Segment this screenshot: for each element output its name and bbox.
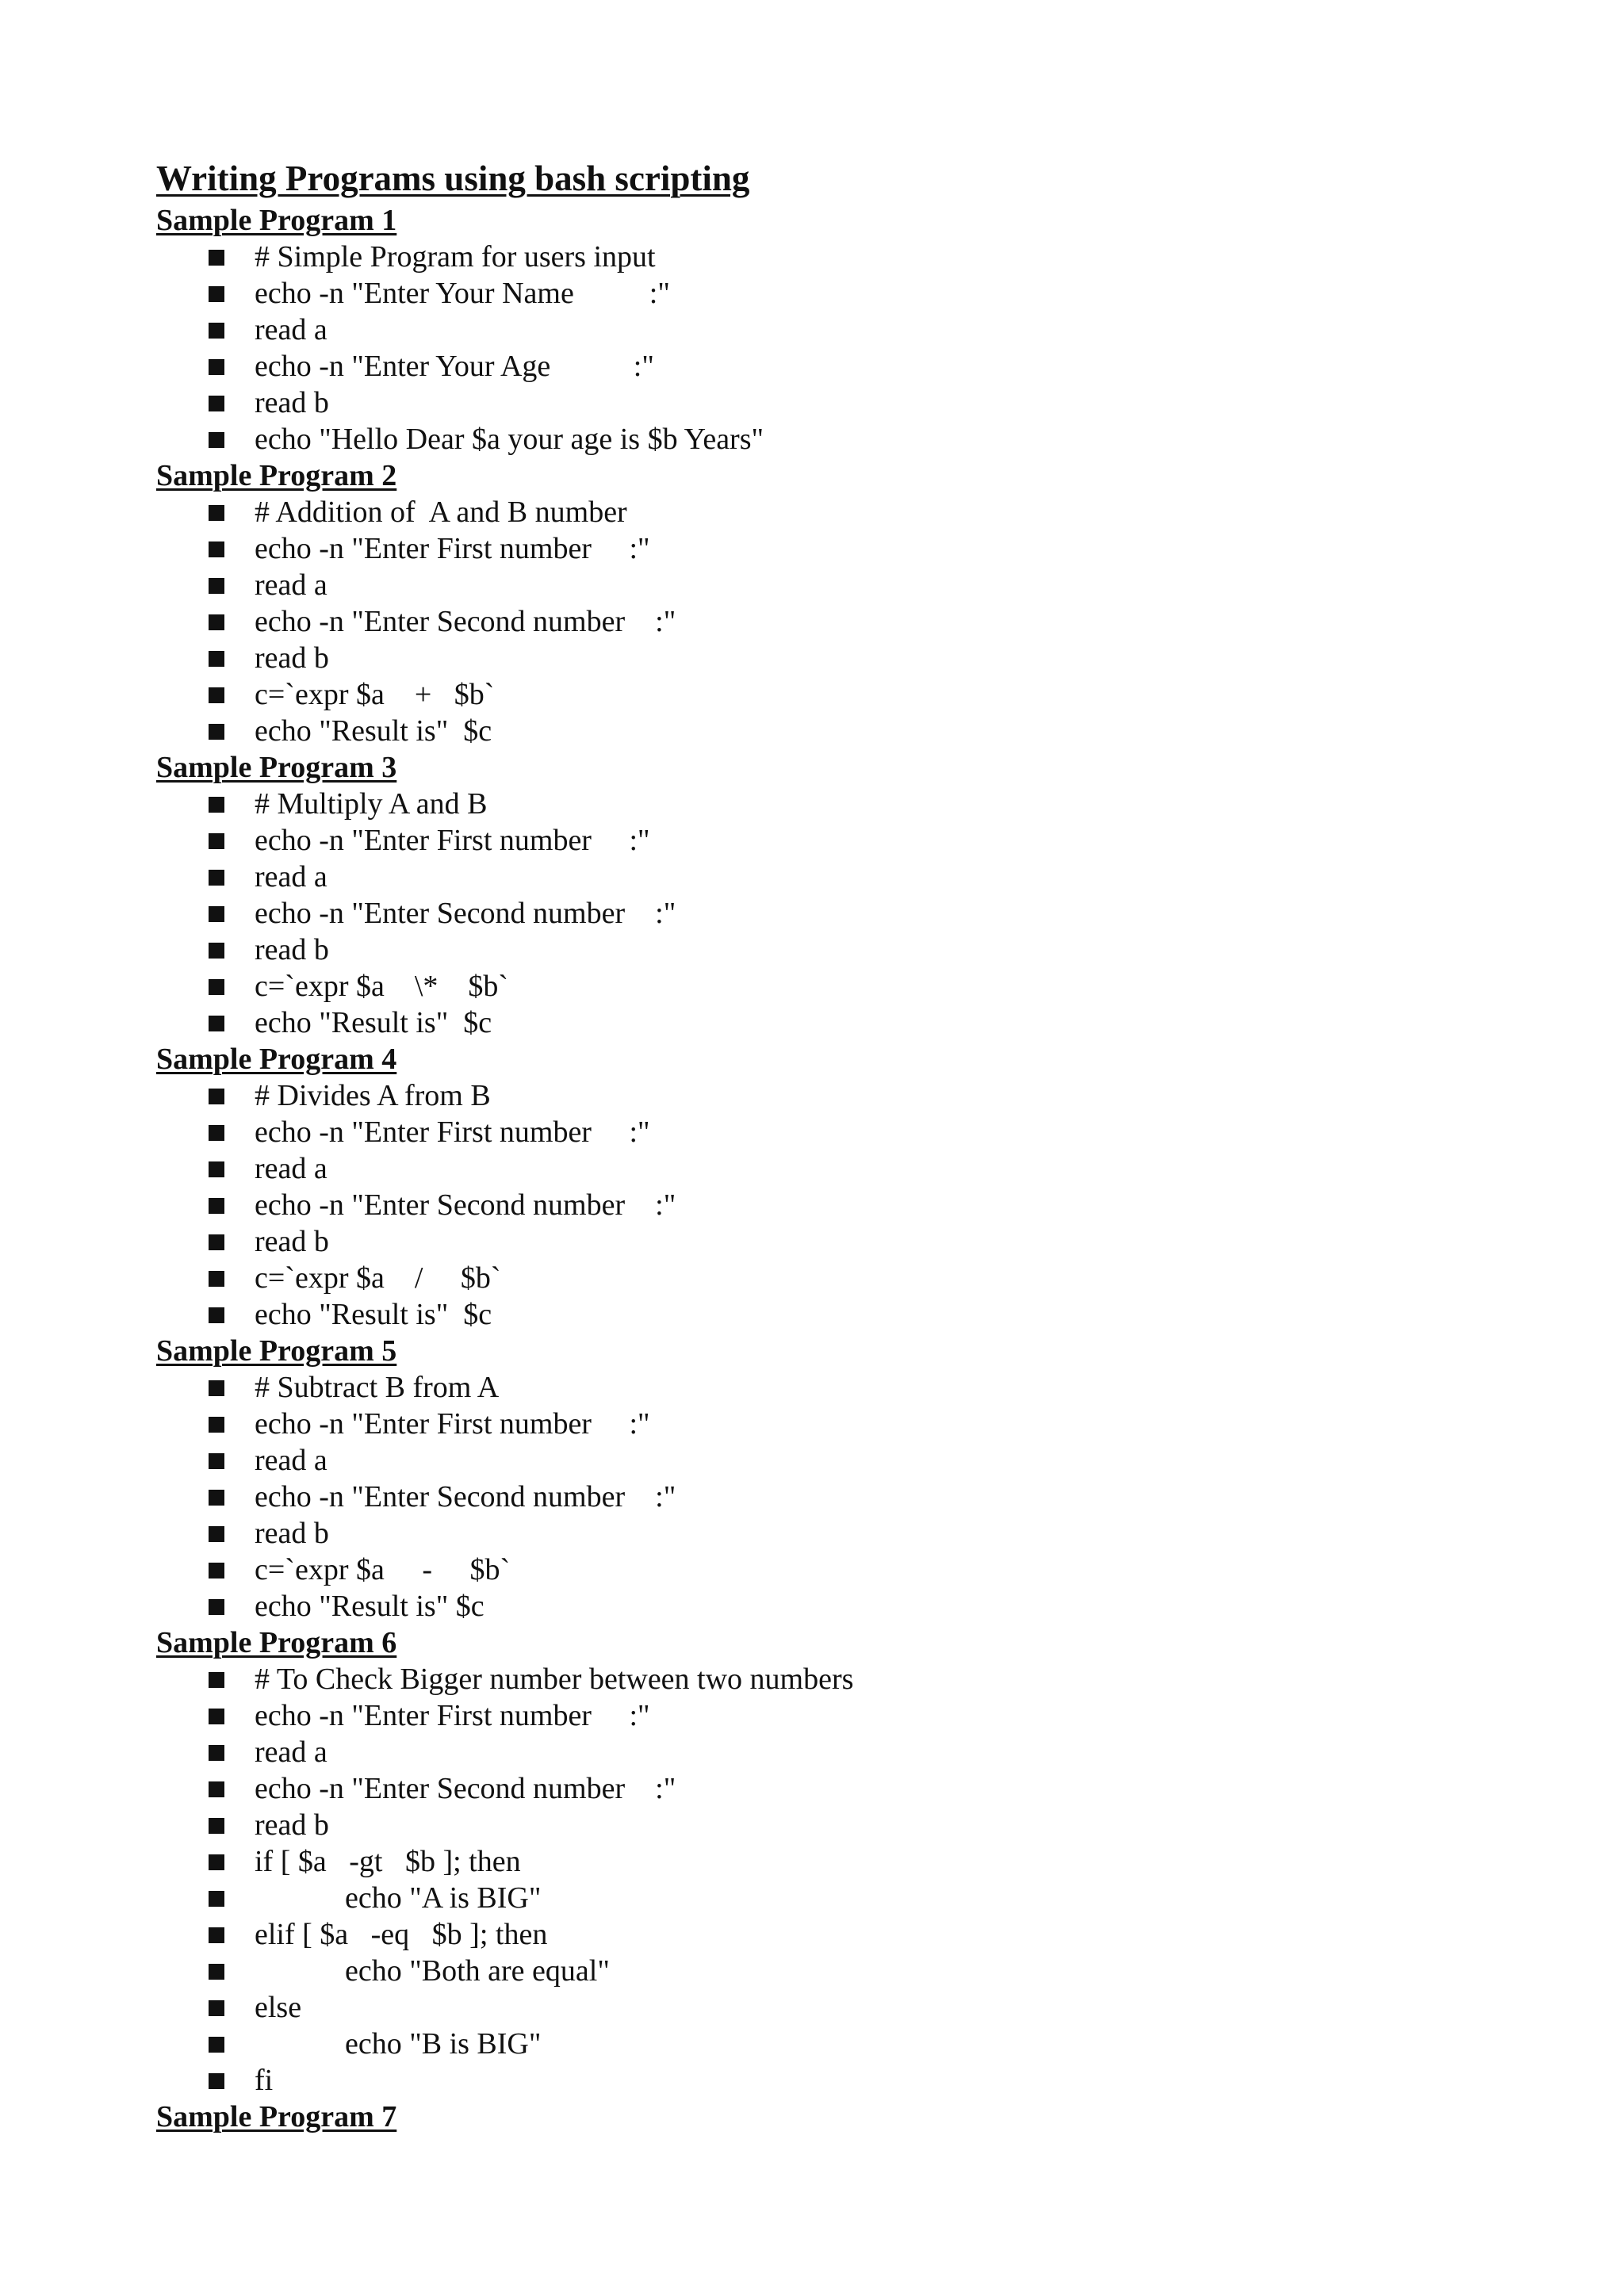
code-line-text: echo "Result is" $c xyxy=(255,714,492,748)
code-line-text: c=`expr $a / $b` xyxy=(255,1261,501,1295)
list-item xyxy=(156,494,1504,530)
list-item xyxy=(156,385,1504,421)
code-line-text: read a xyxy=(255,568,327,602)
list-item xyxy=(156,1260,1504,1296)
square-bullet-icon xyxy=(209,1818,224,1834)
square-bullet-icon xyxy=(209,250,224,266)
code-line-text: # Multiply A and B xyxy=(255,787,488,821)
list-item xyxy=(156,275,1504,312)
square-bullet-icon xyxy=(209,1380,224,1396)
section-heading: Sample Program 3 xyxy=(156,751,397,784)
list-item xyxy=(156,2062,1504,2099)
square-bullet-icon xyxy=(209,1854,224,1870)
code-line-text: read b xyxy=(255,1517,329,1550)
section-heading: Sample Program 2 xyxy=(156,459,397,492)
square-bullet-icon xyxy=(209,724,224,740)
square-bullet-icon xyxy=(209,1198,224,1214)
code-line-text: echo "Both are equal" xyxy=(255,1954,610,1988)
code-line-text: read b xyxy=(255,386,329,419)
square-bullet-icon xyxy=(209,1307,224,1323)
code-line-text: read a xyxy=(255,860,327,894)
code-line-text: c=`expr $a \* $b` xyxy=(255,970,509,1003)
square-bullet-icon xyxy=(209,1964,224,1980)
square-bullet-icon xyxy=(209,505,224,521)
list-item xyxy=(156,1187,1504,1223)
square-bullet-icon xyxy=(209,1599,224,1615)
square-bullet-icon xyxy=(209,396,224,411)
list-item xyxy=(156,1114,1504,1150)
code-line-text: echo "Result is" $c xyxy=(255,1590,485,1623)
sample-program-section xyxy=(156,1041,1504,1333)
code-line-text: read b xyxy=(255,933,329,966)
code-line-text: echo "Result is" $c xyxy=(255,1298,492,1331)
code-line-text: else xyxy=(255,1991,302,2024)
code-line-text: read a xyxy=(255,313,327,346)
code-line-text: echo -n "Enter Second number :" xyxy=(255,897,676,930)
sample-program-section xyxy=(156,202,1504,457)
code-line-text: # Divides A from B xyxy=(255,1079,491,1112)
list-item xyxy=(156,1843,1504,1880)
code-line-text: echo "Result is" $c xyxy=(255,1006,492,1039)
square-bullet-icon xyxy=(209,578,224,594)
code-line-text: echo -n "Enter Your Name :" xyxy=(255,277,670,310)
code-line-list xyxy=(156,239,1504,457)
code-line-text: fi xyxy=(255,2064,274,2097)
sections-container xyxy=(156,202,1504,2135)
section-heading: Sample Program 4 xyxy=(156,1043,397,1076)
section-heading: Sample Program 5 xyxy=(156,1334,397,1368)
list-item xyxy=(156,2026,1504,2062)
code-line-text: echo -n "Enter Second number :" xyxy=(255,605,676,638)
code-line-text: echo -n "Enter First number :" xyxy=(255,1115,650,1149)
square-bullet-icon xyxy=(209,286,224,302)
list-item xyxy=(156,1406,1504,1442)
list-item xyxy=(156,1552,1504,1588)
square-bullet-icon xyxy=(209,1745,224,1761)
square-bullet-icon xyxy=(209,979,224,995)
sample-program-section xyxy=(156,1624,1504,2099)
square-bullet-icon xyxy=(209,614,224,630)
list-item xyxy=(156,239,1504,275)
list-item xyxy=(156,1296,1504,1333)
sample-program-section xyxy=(156,457,1504,749)
square-bullet-icon xyxy=(209,323,224,339)
square-bullet-icon xyxy=(209,1234,224,1250)
square-bullet-icon xyxy=(209,943,224,959)
list-item xyxy=(156,1697,1504,1734)
square-bullet-icon xyxy=(209,906,224,922)
code-line-text: echo "Hello Dear $a your age is $b Years" xyxy=(255,423,764,456)
sample-program-section xyxy=(156,1333,1504,1624)
code-line-list xyxy=(156,1077,1504,1333)
list-item xyxy=(156,1077,1504,1114)
code-line-text: c=`expr $a - $b` xyxy=(255,1553,511,1586)
list-item xyxy=(156,1661,1504,1697)
list-item xyxy=(156,859,1504,895)
code-line-text: read a xyxy=(255,1735,327,1769)
code-line-list xyxy=(156,494,1504,749)
list-item xyxy=(156,348,1504,385)
code-line-text: # To Check Bigger number between two numbers xyxy=(255,1663,854,1696)
list-item xyxy=(156,1223,1504,1260)
square-bullet-icon xyxy=(209,541,224,557)
code-line-text: echo "A is BIG" xyxy=(255,1881,542,1915)
list-item xyxy=(156,1515,1504,1552)
square-bullet-icon xyxy=(209,1672,224,1688)
list-item xyxy=(156,786,1504,822)
list-item xyxy=(156,713,1504,749)
code-line-text: echo "B is BIG" xyxy=(255,2027,542,2061)
square-bullet-icon xyxy=(209,1453,224,1469)
code-line-text: read a xyxy=(255,1152,327,1185)
list-item xyxy=(156,312,1504,348)
code-line-text: read b xyxy=(255,1808,329,1842)
square-bullet-icon xyxy=(209,1271,224,1287)
square-bullet-icon xyxy=(209,1089,224,1104)
code-line-text: read b xyxy=(255,1225,329,1258)
square-bullet-icon xyxy=(209,651,224,667)
list-item xyxy=(156,895,1504,932)
square-bullet-icon xyxy=(209,1161,224,1177)
sample-program-section xyxy=(156,749,1504,1041)
list-item xyxy=(156,1807,1504,1843)
list-item xyxy=(156,1150,1504,1187)
code-line-text: # Simple Program for users input xyxy=(255,240,656,274)
square-bullet-icon xyxy=(209,1563,224,1578)
list-item xyxy=(156,1880,1504,1916)
square-bullet-icon xyxy=(209,432,224,448)
code-line-text: echo -n "Enter Your Age :" xyxy=(255,350,654,383)
square-bullet-icon xyxy=(209,797,224,813)
list-item xyxy=(156,1916,1504,1953)
list-item xyxy=(156,822,1504,859)
square-bullet-icon xyxy=(209,2073,224,2089)
code-line-list xyxy=(156,1661,1504,2099)
square-bullet-icon xyxy=(209,1490,224,1506)
list-item xyxy=(156,968,1504,1004)
code-line-text: c=`expr $a + $b` xyxy=(255,678,495,711)
section-heading: Sample Program 6 xyxy=(156,1626,397,1659)
document-page xyxy=(156,155,1504,2135)
list-item xyxy=(156,1588,1504,1624)
section-heading: Sample Program 1 xyxy=(156,204,397,237)
list-item xyxy=(156,932,1504,968)
square-bullet-icon xyxy=(209,1781,224,1797)
code-line-list xyxy=(156,786,1504,1041)
square-bullet-icon xyxy=(209,1125,224,1141)
code-line-text: echo -n "Enter Second number :" xyxy=(255,1772,676,1805)
square-bullet-icon xyxy=(209,1709,224,1724)
code-line-text: echo -n "Enter Second number :" xyxy=(255,1188,676,1222)
code-line-text: echo -n "Enter First number :" xyxy=(255,824,650,857)
list-item xyxy=(156,1442,1504,1479)
square-bullet-icon xyxy=(209,1417,224,1433)
sample-program-section xyxy=(156,2099,1504,2135)
code-line-list xyxy=(156,1369,1504,1624)
square-bullet-icon xyxy=(209,833,224,849)
list-item xyxy=(156,1989,1504,2026)
square-bullet-icon xyxy=(209,1927,224,1943)
list-item xyxy=(156,1479,1504,1515)
square-bullet-icon xyxy=(209,1526,224,1542)
square-bullet-icon xyxy=(209,687,224,703)
code-line-text: elif [ $a -eq $b ]; then xyxy=(255,1918,548,1951)
list-item xyxy=(156,1770,1504,1807)
code-line-text: echo -n "Enter First number :" xyxy=(255,532,650,565)
code-line-text: if [ $a -gt $b ]; then xyxy=(255,1845,521,1878)
code-line-text: echo -n "Enter Second number :" xyxy=(255,1480,676,1513)
square-bullet-icon xyxy=(209,2000,224,2016)
code-line-text: # Addition of A and B number xyxy=(255,496,627,529)
code-line-text: echo -n "Enter First number :" xyxy=(255,1699,650,1732)
list-item xyxy=(156,1734,1504,1770)
code-line-text: echo -n "Enter First number :" xyxy=(255,1407,650,1441)
list-item xyxy=(156,1369,1504,1406)
code-line-text: read a xyxy=(255,1444,327,1477)
list-item xyxy=(156,1004,1504,1041)
list-item xyxy=(156,567,1504,603)
document-title: Writing Programs using bash scripting xyxy=(156,159,750,198)
list-item xyxy=(156,1953,1504,1989)
list-item xyxy=(156,676,1504,713)
list-item xyxy=(156,603,1504,640)
code-line-text: read b xyxy=(255,641,329,675)
list-item xyxy=(156,640,1504,676)
section-heading: Sample Program 7 xyxy=(156,2100,397,2133)
square-bullet-icon xyxy=(209,1891,224,1907)
square-bullet-icon xyxy=(209,359,224,375)
square-bullet-icon xyxy=(209,870,224,886)
list-item xyxy=(156,530,1504,567)
list-item xyxy=(156,421,1504,457)
code-line-text: # Subtract B from A xyxy=(255,1371,500,1404)
square-bullet-icon xyxy=(209,2037,224,2053)
square-bullet-icon xyxy=(209,1016,224,1031)
